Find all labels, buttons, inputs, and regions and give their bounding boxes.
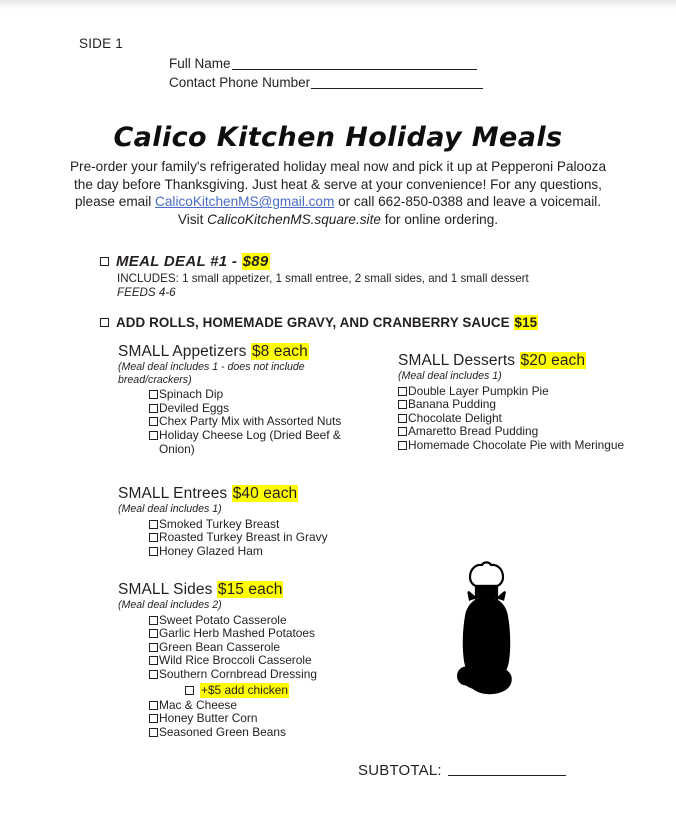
entree-label-2: Honey Glazed Ham (159, 543, 263, 558)
category-appetizers (118, 343, 343, 456)
meal-deal-1-includes: INCLUDES: 1 small appetizer, 1 small entree, 2 small sides, and 1 small dessert (117, 272, 529, 285)
list-item[interactable] (149, 531, 343, 545)
contact-phone-write-line[interactable] (311, 88, 483, 89)
entrees-price: $40 each (232, 485, 298, 502)
list-item[interactable] (149, 654, 343, 668)
meal-deal-1-feeds: FEEDS 4-6 (117, 286, 176, 299)
checkbox-dessert-2[interactable] (398, 414, 407, 423)
side-label-0: Sweet Potato Casserole (159, 612, 287, 627)
list-item[interactable] (149, 668, 343, 682)
list-item[interactable] (398, 385, 648, 399)
dessert-label-0: Double Layer Pumpkin Pie (408, 383, 549, 398)
dessert-label-3: Amaretto Bread Pudding (408, 424, 539, 439)
checkbox-meal-deal-1[interactable] (100, 257, 109, 266)
appetizers-heading (118, 343, 343, 361)
list-item[interactable] (149, 712, 343, 726)
category-desserts (398, 352, 648, 453)
checkbox-side-6[interactable] (149, 714, 158, 723)
list-item[interactable] (149, 627, 343, 641)
checkbox-side-4[interactable] (149, 670, 158, 679)
full-name-write-line[interactable] (232, 69, 477, 70)
website-text: CalicoKitchenMS.square.site (207, 211, 381, 227)
contact-phone-field[interactable] (169, 73, 589, 92)
category-entrees (118, 485, 343, 558)
side-label-2: Green Bean Casserole (159, 639, 280, 654)
full-name-field[interactable] (169, 54, 589, 73)
list-item[interactable] (398, 425, 648, 439)
checkbox-appetizer-3[interactable] (149, 431, 158, 440)
list-item[interactable] (398, 439, 648, 453)
subtotal-write-line[interactable] (448, 775, 566, 776)
checkbox-entree-2[interactable] (149, 547, 158, 556)
entrees-heading-text: SMALL Entrees (118, 485, 232, 502)
desserts-note: (Meal deal includes 1) (398, 370, 502, 382)
checkbox-add-ons[interactable] (100, 318, 109, 327)
checkbox-side-5[interactable] (149, 701, 158, 710)
sides-heading-text: SMALL Sides (118, 581, 217, 598)
checkbox-entree-0[interactable] (149, 520, 158, 529)
appetizers-heading-text: SMALL Appetizers (118, 343, 251, 360)
desserts-price: $20 each (520, 352, 586, 369)
list-item[interactable] (149, 402, 343, 416)
list-item[interactable] (149, 614, 343, 628)
contact-phone-label: Contact Phone Number (169, 75, 311, 90)
add-ons-label (116, 315, 538, 330)
checkbox-side-3[interactable] (149, 656, 158, 665)
checkbox-appetizer-1[interactable] (149, 404, 158, 413)
checkbox-dessert-1[interactable] (398, 400, 407, 409)
checkbox-appetizer-0[interactable] (149, 390, 158, 399)
side-label-4: Southern Cornbread Dressing (159, 666, 317, 681)
meal-deal-1-label (116, 253, 270, 270)
add-ons-block (100, 315, 620, 330)
meal-deal-1-row[interactable] (100, 253, 620, 270)
page-title: Calico Kitchen Holiday Meals (113, 122, 563, 153)
dessert-label-1: Banana Pudding (408, 397, 496, 412)
checkbox-side-2[interactable] (149, 643, 158, 652)
appetizers-options (118, 388, 343, 456)
entree-label-1: Roasted Turkey Breast in Gravy (159, 530, 328, 545)
checkbox-side-0[interactable] (149, 616, 158, 625)
add-ons-row[interactable] (100, 315, 620, 330)
dessert-label-2: Chocolate Delight (408, 410, 502, 425)
chef-cat-icon (440, 560, 532, 700)
customer-info-fields (169, 54, 589, 92)
sides-note: (Meal deal includes 2) (118, 599, 222, 611)
checkbox-side-7[interactable] (149, 728, 158, 737)
side-label-6: Honey Butter Corn (159, 711, 258, 726)
sides-price: $15 each (217, 581, 283, 598)
side-label-7: Seasoned Green Beans (159, 724, 286, 739)
appetizer-label-0: Spinach Dip (159, 387, 224, 402)
entrees-heading (118, 485, 343, 503)
full-name-label: Full Name (169, 56, 231, 71)
list-item[interactable] (149, 388, 343, 402)
list-item[interactable] (149, 699, 343, 713)
email-link[interactable]: CalicoKitchenMS@gmail.com (155, 194, 335, 210)
side-add-on-chicken[interactable] (118, 683, 343, 698)
appetizer-label-1: Deviled Eggs (159, 400, 230, 415)
checkbox-dessert-3[interactable] (398, 427, 407, 436)
checkbox-entree-1[interactable] (149, 533, 158, 542)
list-item[interactable] (398, 398, 648, 412)
appetizer-label-3: Holiday Cheese Log (Dried Beef & Onion) (159, 427, 341, 456)
list-item[interactable] (149, 429, 343, 456)
subtotal-label: SUBTOTAL: (358, 762, 442, 779)
list-item[interactable] (149, 726, 343, 740)
list-item[interactable] (149, 518, 343, 532)
entrees-options (118, 518, 343, 559)
desserts-options (398, 385, 648, 453)
appetizer-label-2: Chex Party Mix with Assorted Nuts (159, 414, 342, 429)
side-label: SIDE 1 (79, 36, 123, 51)
desserts-heading (398, 352, 648, 370)
checkbox-add-chicken[interactable] (185, 686, 194, 695)
list-item[interactable] (398, 412, 648, 426)
sides-heading (118, 581, 343, 599)
side-label-1: Garlic Herb Mashed Potatoes (159, 626, 315, 641)
list-item[interactable] (149, 545, 343, 559)
meal-deal-1-title: MEAL DEAL #1 - (116, 253, 242, 270)
checkbox-dessert-0[interactable] (398, 387, 407, 396)
dessert-label-4: Homemade Chocolate Pie with Meringue (408, 437, 625, 452)
side-label-5: Mac & Cheese (159, 697, 237, 712)
desserts-heading-text: SMALL Desserts (398, 352, 520, 369)
checkbox-appetizer-2[interactable] (149, 417, 158, 426)
list-item[interactable] (149, 415, 343, 429)
intro-text-part1: Pre-order your family's refrigerated holiday meal now and pick it up at Pepperoni Palooza the day before Thanksgiving. Just heat & serve at your convenience! For any questions, please email (69, 159, 607, 210)
list-item[interactable] (149, 641, 343, 655)
category-sides (118, 581, 343, 739)
sides-options-secondary (118, 699, 343, 740)
appetizers-note: (Meal deal includes 1 - does not include bread/crackers) (118, 361, 305, 386)
meal-deal-1-block (100, 253, 620, 300)
intro-text-part3: for online ordering. (380, 211, 499, 227)
add-chicken-label: +$5 add chicken (201, 682, 288, 697)
add-ons-price: $15 (514, 315, 538, 330)
sides-options-primary (118, 614, 343, 682)
subtotal-field[interactable] (358, 762, 566, 779)
add-ons-title: ADD ROLLS, HOMEMADE GRAVY, AND CRANBERRY SAUCE (116, 315, 514, 330)
checkbox-side-1[interactable] (149, 629, 158, 638)
side-label-3: Wild Rice Broccoli Casserole (159, 653, 312, 668)
checkbox-dessert-4[interactable] (398, 441, 407, 450)
intro-paragraph (68, 158, 608, 228)
meal-deal-1-price: $89 (242, 253, 269, 270)
entrees-note: (Meal deal includes 1) (118, 503, 222, 515)
appetizers-price: $8 each (251, 343, 308, 360)
intro-text-part2: or call 662-850-0388 and leave a voicemail. Visit (177, 194, 602, 227)
entree-label-0: Smoked Turkey Breast (159, 516, 280, 531)
